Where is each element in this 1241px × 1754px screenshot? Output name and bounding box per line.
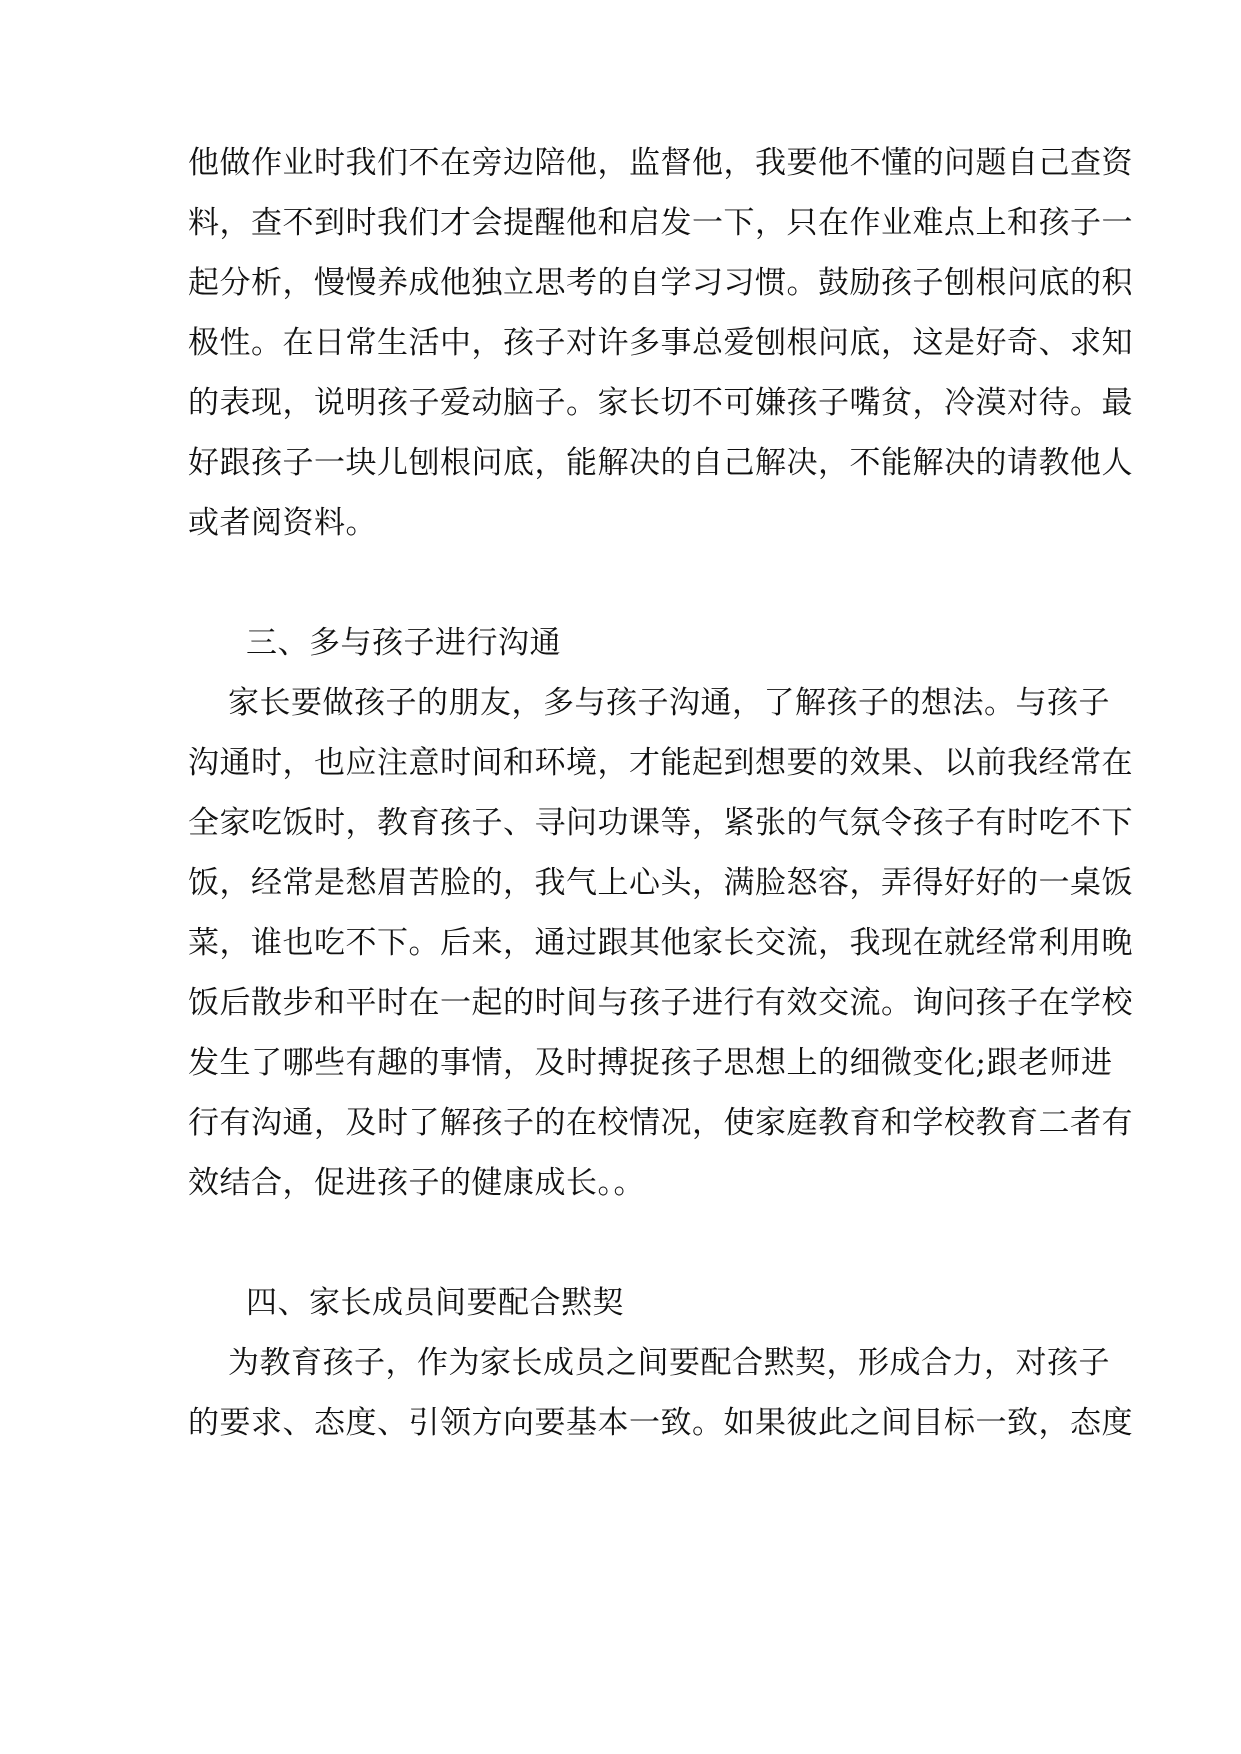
- paragraph-line: 或者阅资料。: [188, 505, 377, 541]
- paragraph-line: 饭后散步和平时在一起的时间与孩子进行有效交流。询问孩子在学校: [188, 985, 1133, 1021]
- paragraph-line: 家长要做孩子的朋友，多与孩子沟通，了解孩子的想法。与孩子: [228, 685, 1110, 721]
- section-heading: 三、多与孩子进行沟通: [246, 625, 561, 661]
- paragraph-line: 好跟孩子一块儿刨根问底，能解决的自己解决，不能解决的请教他人: [188, 445, 1133, 481]
- paragraph-line: 菜，谁也吃不下。后来，通过跟其他家长交流，我现在就经常利用晚: [188, 925, 1133, 961]
- paragraph-line: 起分析，慢慢养成他独立思考的自学习习惯。鼓励孩子刨根问底的积: [188, 265, 1133, 301]
- paragraph-line: 的表现，说明孩子爱动脑子。家长切不可嫌孩子嘴贫，冷漠对待。最: [188, 385, 1133, 421]
- paragraph-line: 发生了哪些有趣的事情，及时搏捉孩子思想上的细微变化;跟老师进: [188, 1045, 1113, 1081]
- paragraph-line: 行有沟通，及时了解孩子的在校情况，使家庭教育和学校教育二者有: [188, 1105, 1133, 1141]
- paragraph-line: 的要求、态度、引领方向要基本一致。如果彼此之间目标一致，态度: [188, 1405, 1133, 1441]
- paragraph-line: 极性。在日常生活中，孩子对许多事总爱刨根问底，这是好奇、求知: [188, 325, 1133, 361]
- paragraph-line: 全家吃饭时，教育孩子、寻问功课等，紧张的气氛令孩子有时吃不下: [188, 805, 1133, 841]
- section-heading: 四、家长成员间要配合黙契: [246, 1285, 624, 1321]
- paragraph-line: 料，查不到时我们才会提醒他和启发一下，只在作业难点上和孩子一: [188, 205, 1133, 241]
- paragraph-line: 效结合，促进孩子的健康成长。。: [188, 1165, 645, 1201]
- paragraph-line: 他做作业时我们不在旁边陪他，监督他，我要他不懂的问题自己查资: [188, 145, 1133, 181]
- paragraph-line: 沟通时，也应注意时间和环境，才能起到想要的效果、以前我经常在: [188, 745, 1133, 781]
- paragraph-line: 饭，经常是愁眉苦脸的，我气上心头，满脸怒容，弄得好好的一桌饭: [188, 865, 1133, 901]
- paragraph-line: 为教育孩子，作为家长成员之间要配合黙契，形成合力，对孩子: [228, 1345, 1110, 1381]
